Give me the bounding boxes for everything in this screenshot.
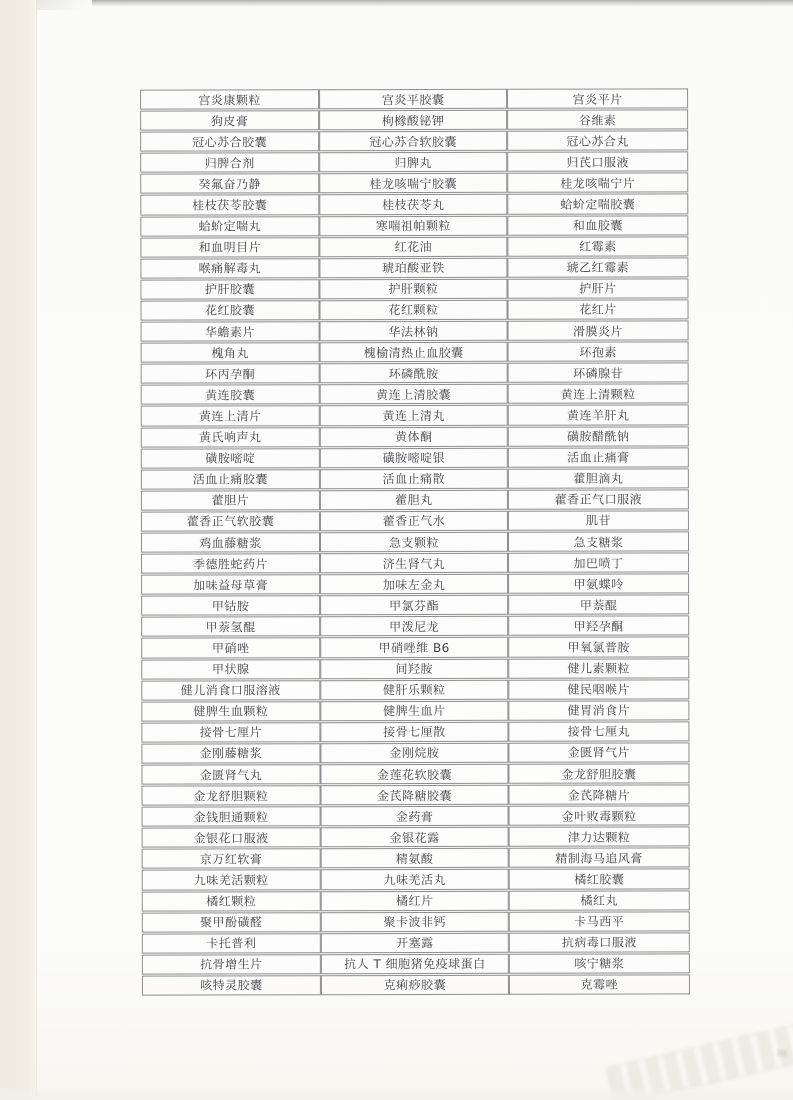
drug-name-cell: 甲钴胺: [141, 595, 320, 615]
drug-name-cell: 藿胆丸: [320, 490, 508, 510]
drug-name-cell: 冠心苏合软胶囊: [319, 131, 507, 151]
drug-name-cell: 宫炎平胶囊: [319, 89, 507, 109]
drug-name-cell: 癸氟奋乃静: [140, 174, 319, 194]
drug-name-cell: 接骨七厘片: [141, 722, 320, 742]
drug-name-cell: 甲状腺: [141, 659, 320, 679]
drug-name-cell: 归脾丸: [319, 152, 507, 172]
drug-name-cell: 聚甲酚磺醛: [142, 912, 321, 932]
drug-name-cell: 济生肾气丸: [320, 553, 508, 573]
drug-name-cell: 桂龙咳喘宁片: [507, 173, 688, 193]
table-row: [140, 278, 688, 299]
drug-name-cell: 黄氏响声丸: [141, 427, 320, 447]
drug-name-cell: 黄连羊肝丸: [508, 405, 689, 425]
drug-name-cell: 克痢痧胶囊: [321, 975, 509, 995]
drug-name-cell: 精氨酸: [321, 848, 509, 868]
drug-name-cell: 桂枝茯苓丸: [319, 194, 507, 214]
drug-name-cell: 槐角丸: [141, 342, 320, 362]
table-row: [140, 215, 688, 236]
drug-name-cell: 健脾生血片: [320, 701, 508, 721]
drug-name-cell: 金银花露: [321, 827, 509, 847]
table-row: [141, 447, 689, 468]
drug-name-cell: 冠心苏合胶囊: [140, 131, 319, 151]
drug-name-cell: 环磷酰胺: [320, 363, 508, 383]
table-row: [141, 721, 689, 742]
drug-name-cell: 护肝片: [507, 278, 688, 298]
drug-name-cell: 金匮肾气片: [508, 742, 689, 762]
table-row: [141, 426, 689, 447]
drug-name-cell: 槐榆清热止血胶囊: [320, 342, 508, 362]
drug-name-cell: 花红胶囊: [140, 300, 319, 320]
drug-name-cell: 健脾生血颗粒: [141, 701, 320, 721]
drug-name-cell: 红霉素: [507, 236, 688, 256]
drug-name-cell: 金龙舒胆颗粒: [142, 785, 321, 805]
drug-name-cell: 宫炎平片: [507, 88, 688, 108]
table-row: [141, 405, 689, 426]
drug-name-cell: 甲硝唑维 B6: [320, 637, 508, 657]
drug-name-cell: 九味羌活丸: [321, 869, 509, 889]
drug-name-cell: 金钱胆通颗粒: [142, 806, 321, 826]
drug-name-cell: 红花油: [319, 236, 507, 256]
drug-name-cell: 健儿消食口服溶液: [141, 680, 320, 700]
drug-name-cell: 枸橼酸铋钾: [319, 110, 507, 130]
drug-name-cell: 季德胜蛇药片: [141, 553, 320, 573]
drug-name-cell: 健民咽喉片: [508, 679, 689, 699]
drug-name-cell: 活血止痛胶囊: [141, 469, 320, 489]
drug-name-cell: 活血止痛膏: [508, 447, 689, 467]
table-row: [142, 848, 690, 869]
drug-name-cell: 抗人 T 细胞猪免疫球蛋白: [321, 954, 509, 974]
table-row: [141, 468, 689, 489]
table-row: [141, 679, 689, 700]
drug-name-cell: 金龙舒胆胶囊: [508, 763, 689, 783]
drug-name-cell: 宫炎康颗粒: [140, 89, 319, 109]
table-row: [140, 152, 688, 173]
drug-name-cell: 寒喘祖帕颗粒: [319, 215, 507, 235]
table-row: [140, 131, 688, 152]
drug-name-cell: 环丙孕酮: [141, 363, 320, 383]
drug-name-cell: 橘红胶囊: [509, 869, 690, 889]
table-row: [142, 953, 690, 974]
drug-name-cell: 藿胆滴丸: [508, 468, 689, 488]
table-row: [140, 88, 688, 109]
drug-name-cell: 谷维素: [507, 110, 688, 130]
drug-name-cell: 活血止痛散: [320, 468, 508, 488]
drug-name-cell: 黄连上清胶囊: [320, 384, 508, 404]
drug-name-cell: 冠心苏合丸: [507, 131, 688, 151]
drug-name-cell: 间羟胺: [320, 658, 508, 678]
drug-name-cell: 琥乙红霉素: [507, 257, 688, 277]
table-row: [141, 384, 689, 405]
drug-name-cell: 和血胶囊: [507, 215, 688, 235]
drug-name-cell: 花红片: [507, 299, 688, 319]
drug-name-cell: 蛤蚧定喘胶囊: [507, 194, 688, 214]
drug-name-cell: 黄连上清丸: [320, 405, 508, 425]
scan-top-shadow: [92, 0, 793, 7]
drug-name-cell: 蛤蚧定喘丸: [140, 216, 319, 236]
drug-name-cell: 金银花口服液: [142, 827, 321, 847]
drug-name-cell: 接骨七厘丸: [508, 721, 689, 741]
table-row: [141, 763, 689, 784]
drug-name-cell: 黄连上清颗粒: [508, 384, 689, 404]
table-row: [141, 616, 689, 637]
table-row: [140, 257, 688, 278]
drug-name-cell: 黄体酮: [320, 426, 508, 446]
table-row: [142, 869, 690, 890]
scan-bottom-shade: [0, 1086, 793, 1100]
drug-name-cell: 金芪降糖胶囊: [321, 785, 509, 805]
table-row: [141, 700, 689, 721]
drug-name-cell: 精制海马追风膏: [509, 848, 690, 868]
drug-name-cell: 滑膜炎片: [508, 320, 689, 340]
drug-name-cell: 抗骨增生片: [142, 954, 321, 974]
drug-name-cell: 橘红丸: [509, 890, 690, 910]
drug-name-cell: 甲羟孕酮: [508, 616, 689, 636]
drug-name-cell: 金叶败毒颗粒: [509, 806, 690, 826]
table-row: [140, 236, 688, 257]
table-row: [142, 890, 690, 911]
drug-name-cell: 甲氧氯普胺: [508, 637, 689, 657]
drug-name-cell: 磺胺嘧啶: [141, 448, 320, 468]
drug-name-cell: 鸡血藤糖浆: [141, 532, 320, 552]
drug-name-cell: 金匮肾气丸: [141, 764, 320, 784]
drug-name-cell: 健肝乐颗粒: [320, 679, 508, 699]
drug-name-cell: 甲萘醌: [508, 595, 689, 615]
drug-name-cell: 加巴喷丁: [508, 552, 689, 572]
table-row: [141, 489, 689, 510]
drug-name-cell: 卡马西平: [509, 911, 690, 931]
drug-name-cell: 花红颗粒: [319, 300, 507, 320]
drug-name-cell: 桂龙咳喘宁胶囊: [319, 173, 507, 193]
table-row: [141, 574, 689, 595]
drug-name-cell: 健儿素颗粒: [508, 658, 689, 678]
drug-name-cell: 金莲花软胶囊: [320, 764, 508, 784]
drug-name-cell: 藿香正气软胶囊: [141, 511, 320, 531]
drug-name-cell: 咳宁糖浆: [509, 953, 690, 973]
drug-name-cell: 卡托普利: [142, 933, 321, 953]
table-row: [141, 552, 689, 573]
drug-name-cell: 橘红片: [321, 890, 509, 910]
drug-name-cell: 狗皮膏: [140, 110, 319, 130]
drug-name-cell: 甲氨蝶呤: [508, 574, 689, 594]
table-row: [141, 363, 689, 384]
drug-name-cell: 金刚烷胺: [320, 743, 508, 763]
scanner-edge-left: [0, 0, 37, 1100]
drug-name-cell: 克霉唑: [509, 974, 690, 994]
drug-name-cell: 黄连胶囊: [141, 385, 320, 405]
drug-name-cell: 加味左金丸: [320, 574, 508, 594]
drug-name-cell: 桂枝茯苓胶囊: [140, 195, 319, 215]
drug-name-cell: 华法林钠: [320, 321, 508, 341]
table-row: [141, 320, 689, 341]
drug-name-cell: 护肝颗粒: [319, 279, 507, 299]
drug-name-cell: 甲氯芬酯: [320, 595, 508, 615]
drug-name-cell: 健胃消食片: [508, 700, 689, 720]
table-row: [142, 785, 690, 806]
drug-name-cell: 急支颗粒: [320, 532, 508, 552]
drug-name-cell: 环磷腺苷: [508, 363, 689, 383]
drug-name-cell: 急支糖浆: [508, 531, 689, 551]
drug-name-cell: 橘红颗粒: [142, 891, 321, 911]
drug-name-cell: 磺胺醋酰钠: [508, 426, 689, 446]
drug-name-cell: 藿香正气口服液: [508, 489, 689, 509]
drug-name-cell: 甲泼尼龙: [320, 616, 508, 636]
table-row: [140, 110, 688, 131]
table-row: [140, 194, 688, 215]
drug-name-cell: 开塞露: [321, 933, 509, 953]
drug-name-cell: 藿香正气水: [320, 511, 508, 531]
table-row: [142, 911, 690, 932]
drug-name-cell: 和血明目片: [140, 237, 319, 257]
table-row: [141, 637, 689, 658]
table-row: [142, 827, 690, 848]
drug-name-cell: 琥珀酸亚铁: [319, 258, 507, 278]
table-row: [140, 299, 688, 320]
drug-name-cell: 金刚藤糖浆: [141, 743, 320, 763]
drug-name-cell: 护肝胶囊: [140, 279, 319, 299]
drug-name-cell: 抗病毒口服液: [509, 932, 690, 952]
drug-name-cell: 磺胺嘧啶银: [320, 447, 508, 467]
drug-name-cell: 九味羌活颗粒: [142, 870, 321, 890]
drug-name-cell: 喉痛解毒丸: [140, 258, 319, 278]
table-row: [141, 658, 689, 679]
drug-name-cell: 归芪口服液: [507, 152, 688, 172]
table-row: [141, 742, 689, 763]
table-row: [141, 342, 689, 363]
drug-name-cell: 京万红软膏: [142, 849, 321, 869]
drug-name-cell: 甲萘氢醌: [141, 617, 320, 637]
drug-name-cell: 聚卡波非钙: [321, 911, 509, 931]
drug-name-cell: 咳特灵胶囊: [142, 975, 321, 995]
table-row: [141, 510, 689, 531]
drug-name-cell: 黄连上清片: [141, 406, 320, 426]
table-row: [142, 806, 690, 827]
drug-table-body: [140, 88, 690, 995]
drug-list-table: [140, 87, 690, 996]
drug-name-cell: 金芪降糖片: [509, 785, 690, 805]
drug-name-cell: 金药膏: [321, 806, 509, 826]
drug-name-cell: 华蟾素片: [141, 321, 320, 341]
drug-name-cell: 接骨七厘散: [320, 722, 508, 742]
table-row: [142, 932, 690, 953]
table-row: [140, 173, 688, 194]
drug-name-cell: 甲硝唑: [141, 638, 320, 658]
drug-name-cell: 藿胆片: [141, 490, 320, 510]
table-row: [141, 531, 689, 552]
drug-name-cell: 肌苷: [508, 510, 689, 530]
drug-name-cell: 加味益母草膏: [141, 574, 320, 594]
drug-name-cell: 环孢素: [508, 342, 689, 362]
drug-name-cell: 归脾合剂: [140, 152, 319, 172]
table-row: [142, 974, 690, 995]
drug-name-cell: 津力达颗粒: [509, 827, 690, 847]
table-row: [141, 595, 689, 616]
